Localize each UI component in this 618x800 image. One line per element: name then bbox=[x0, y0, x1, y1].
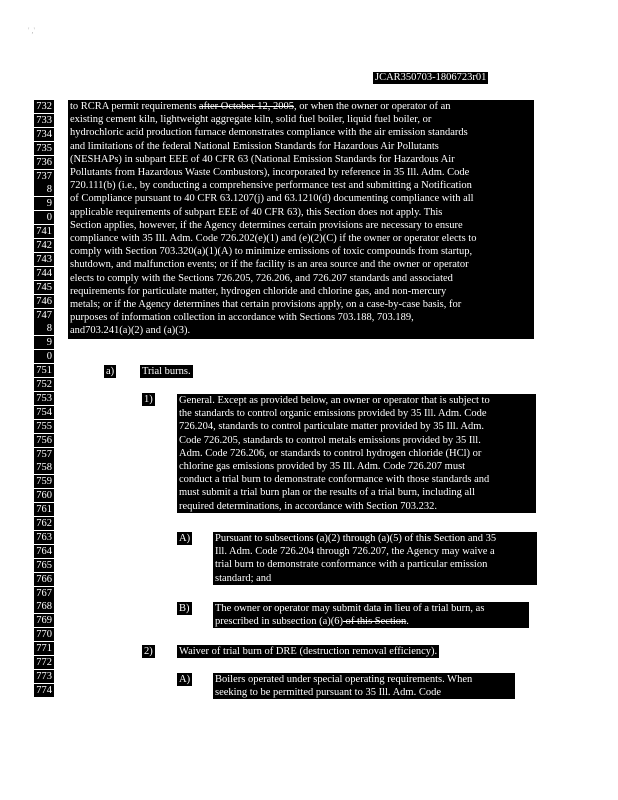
subsection-A2-body bbox=[213, 673, 515, 699]
text-line: Ill. Adm. Code 726.204 through 726.207, the Agency may waive a bbox=[215, 546, 495, 558]
line-number: 746 bbox=[34, 295, 54, 308]
line-number: 751 bbox=[34, 364, 54, 377]
document-id-header: JCAR350703-1806723r01 bbox=[375, 72, 487, 83]
subsection-A1-label: A) bbox=[179, 533, 191, 544]
section-2-title: Waiver of trial burn of DRE (destruction removal efficiency). bbox=[179, 646, 438, 657]
text-line: Code 726.205, standards to control metals emissions provided by 35 Ill. bbox=[179, 434, 481, 446]
subsection-A2-label: A) bbox=[179, 674, 191, 685]
line-number: 758 bbox=[34, 461, 54, 474]
section-a-title: Trial burns. bbox=[142, 366, 191, 377]
line-number: 8 bbox=[34, 322, 54, 335]
line-number: 771 bbox=[34, 642, 54, 655]
line-number: 768 bbox=[34, 600, 54, 613]
text-line: must submit a trial burn plan or the results of a trial burn, including all bbox=[179, 487, 475, 499]
text-line: to RCRA permit requirements after October 12, 2005, or when the owner or operator of an bbox=[70, 101, 451, 112]
line-number: 732 bbox=[34, 100, 54, 113]
text-line: applicable requirements of subpart EEE of 40 CFR 63), this Section does not apply. This bbox=[70, 206, 443, 218]
line-number: 753 bbox=[34, 392, 54, 405]
line-number: 736 bbox=[34, 156, 54, 169]
text-line: trial burn to demonstrate conformance with a particular emission bbox=[215, 559, 488, 571]
line-number: 757 bbox=[34, 448, 54, 461]
text-line: existing cement kiln, lightweight aggregate kiln, solid fuel boiler, liquid fuel boiler, or bbox=[70, 114, 432, 126]
text-line: Pursuant to subsections (a)(2) through (a)(5) of this Section and 35 bbox=[215, 533, 497, 544]
section-1-label: 1) bbox=[144, 394, 153, 405]
scan-corner-mark: ' ,' bbox=[28, 26, 35, 35]
line-number: 772 bbox=[34, 656, 54, 669]
line-number: 770 bbox=[34, 628, 54, 641]
line-number: 765 bbox=[34, 559, 54, 572]
text-line: prescribed in subsection (a)(6) of this Section. bbox=[215, 616, 409, 628]
text-line: General. Except as provided below, an owner or operator that is subject to bbox=[179, 395, 490, 406]
line-number: 760 bbox=[34, 489, 54, 502]
text-line: metals; or if the Agency determines that certain provisions apply, on a case-by-case basis, for bbox=[70, 299, 462, 311]
line-number: 766 bbox=[34, 573, 54, 586]
line-number: 763 bbox=[34, 531, 54, 544]
line-number: 734 bbox=[34, 128, 54, 141]
line-number: 769 bbox=[34, 614, 54, 627]
text-line: and703.241(a)(2) and (a)(3). bbox=[70, 325, 191, 337]
line-number: 761 bbox=[34, 503, 54, 516]
line-number: 756 bbox=[34, 434, 54, 447]
line-number: 747 bbox=[34, 309, 54, 322]
line-number: 8 bbox=[34, 183, 54, 196]
text-line: conduct a trial burn to demonstrate conformance with those standards and bbox=[179, 474, 490, 486]
line-number: 762 bbox=[34, 517, 54, 530]
line-number: 0 bbox=[34, 211, 54, 224]
text-line: required determinations, in accordance with Section 703.232. bbox=[179, 500, 438, 512]
line-number: 759 bbox=[34, 475, 54, 488]
text-line: standard; and bbox=[215, 572, 272, 584]
text-line: Adm. Code 726.206, or standards to control hydrogen chloride (HCl) or bbox=[179, 447, 482, 459]
line-number: 773 bbox=[34, 670, 54, 683]
text-line: the standards to control organic emissions provided by 35 Ill. Adm. Code bbox=[179, 408, 487, 420]
subsection-B1-label: B) bbox=[179, 603, 190, 614]
text-line: of Compliance pursuant to 40 CFR 63.1207(j) and 63.1210(d) documenting compliance with all bbox=[70, 193, 474, 205]
line-number: 743 bbox=[34, 253, 54, 266]
line-number: 737 bbox=[34, 170, 54, 183]
text-line: The owner or operator may submit data in lieu of a trial burn, as bbox=[215, 603, 485, 614]
text-line: requirements for particulate matter, hydrogen chloride and chlorine gas, and non-mercury bbox=[70, 285, 447, 297]
line-number: 735 bbox=[34, 142, 54, 155]
line-number: 9 bbox=[34, 336, 54, 349]
text-line: elects to comply with the Sections 726.205, 726.206, and 726.207 standards and associated bbox=[70, 272, 453, 284]
text-line: Pollutants from Hazardous Waste Combustors), incorporated by reference in 35 Ill. Adm. Code bbox=[70, 167, 470, 179]
line-number: 767 bbox=[34, 587, 54, 600]
text-line: Boilers operated under special operating requirements. When bbox=[215, 674, 473, 685]
section-1-body bbox=[177, 394, 536, 513]
text-line: (NESHAPs) in subpart EEE of 40 CFR 63 (National Emission Standards for Hazardous Air bbox=[70, 153, 455, 165]
text-line: 720.111(b) (i.e., by conducting a comprehensive performance test and submitting a Notification bbox=[70, 180, 472, 192]
text-line: comply with Section 703.320(a)(1)(A) to minimize emissions of toxic compounds from startup, bbox=[70, 246, 473, 258]
subsection-A1-body bbox=[213, 532, 537, 585]
text-line: Section applies, however, if the Agency determines certain provisions are necessary to ensure bbox=[70, 219, 463, 231]
text-line: hydrochloric acid production furnace demonstrates compliance with the air emission standards bbox=[70, 127, 468, 139]
line-number: 742 bbox=[34, 239, 54, 252]
line-number: 755 bbox=[34, 420, 54, 433]
text-line: purposes of information collection in accordance with Sections 703.188, 703.189, bbox=[70, 312, 414, 324]
line-number: 741 bbox=[34, 225, 54, 238]
section-2-label: 2) bbox=[144, 646, 153, 657]
text-line: compliance with 35 Ill. Adm. Code 726.202(e)(1) and (e)(2)(C) if the owner or operator elects to bbox=[70, 233, 477, 245]
text-line: 726.204, standards to control particulate matter provided by 35 Ill. Adm. bbox=[179, 421, 485, 433]
paragraph-block-main bbox=[68, 100, 534, 339]
line-number: 754 bbox=[34, 406, 54, 419]
section-a-label: a) bbox=[106, 366, 115, 377]
line-number: 733 bbox=[34, 114, 54, 127]
line-number: 752 bbox=[34, 378, 54, 391]
line-number: 745 bbox=[34, 281, 54, 294]
line-number: 9 bbox=[34, 197, 54, 210]
line-number: 0 bbox=[34, 350, 54, 363]
subsection-B1-body bbox=[213, 602, 529, 628]
line-number: 764 bbox=[34, 545, 54, 558]
line-number: 774 bbox=[34, 684, 54, 697]
text-line: shutdown, and malfunction events; or if the facility is an area source and the owner or operator bbox=[70, 259, 469, 271]
text-line: and limitations of the federal National Emission Standards for Hazardous Air Pollutants bbox=[70, 140, 439, 152]
text-line: chlorine gas emissions provided by 35 Ill. Adm. Code 726.207 must bbox=[179, 461, 466, 473]
line-number: 744 bbox=[34, 267, 54, 280]
text-line: seeking to be permitted pursuant to 35 Ill. Adm. Code bbox=[215, 687, 442, 699]
